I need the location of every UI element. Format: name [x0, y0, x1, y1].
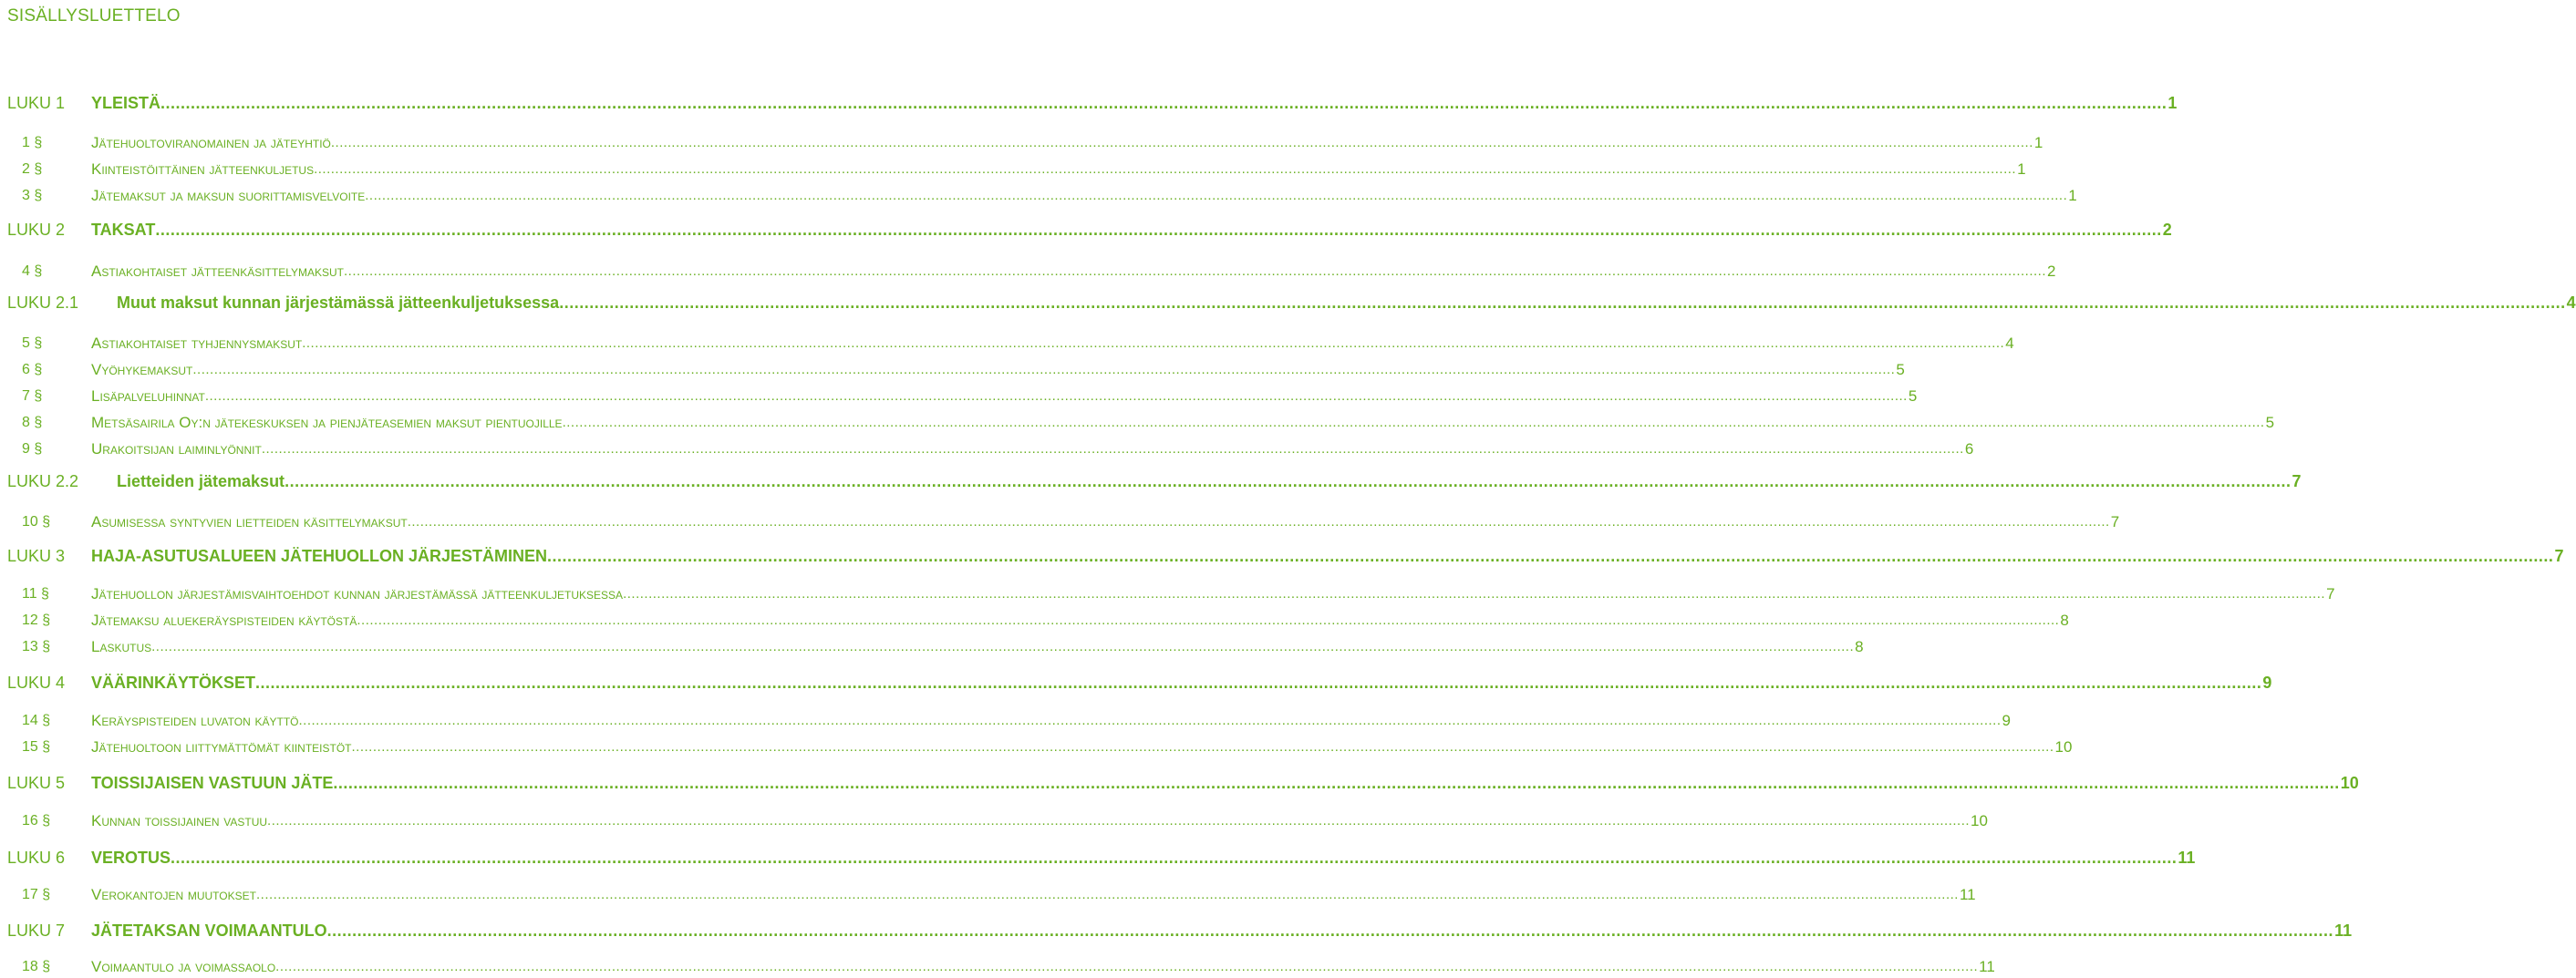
toc-entry-section[interactable] — [7, 357, 1905, 379]
entry-number: LUKU 1 — [7, 94, 66, 112]
entry-page: 4 — [2005, 335, 2014, 352]
entry-label: VÄÄRINKÄYTÖKSET — [91, 674, 256, 692]
entry-label: TAKSAT — [91, 221, 156, 239]
dot-leader: ................................................................................................................................................................................................................................................................................................................................................................................................................ — [365, 188, 2068, 203]
dot-leader: ................................................................................................................................................................................................................................................................................................................................................................................................................ — [160, 94, 2167, 112]
entry-label: Kunnan toissijainen vastuu — [91, 812, 268, 829]
entry-label: Jätehuollon järjestämisvaihtoehdot kunnan järjestämässä jätteenkuljetuksessa — [91, 585, 624, 602]
toc-entry-section[interactable] — [7, 510, 2120, 531]
toc-entry-section[interactable] — [7, 634, 1864, 656]
dot-leader: ................................................................................................................................................................................................................................................................................................................................................................................................................ — [357, 613, 2060, 628]
toc-entry-chapter[interactable] — [7, 919, 2353, 941]
dot-leader: ................................................................................................................................................................................................................................................................................................................................................................................................................ — [330, 135, 2033, 150]
entry-label: Kiinteistöittäinen jätteenkuljetus — [91, 160, 315, 178]
entry-page: 7 — [2554, 547, 2564, 565]
entry-label: HAJA-ASUTUSALUEEN JÄTEHUOLLON JÄRJESTÄMINEN — [91, 547, 548, 565]
entry-page: 7 — [2110, 513, 2120, 530]
entry-number: 4 § — [22, 263, 43, 279]
entry-label: Asumisessa syntyvien lietteiden käsittelymaksut — [91, 513, 408, 530]
entry-number: LUKU 4 — [7, 674, 66, 692]
entry-page: 1 — [2017, 160, 2026, 178]
dot-leader: ................................................................................................................................................................................................................................................................................................................................................................................................................ — [192, 362, 1896, 377]
toc-entry-section[interactable] — [7, 437, 1974, 458]
entry-page: 10 — [2340, 774, 2359, 792]
dot-leader: ................................................................................................................................................................................................................................................................................................................................................................................................................ — [298, 713, 2002, 728]
entry-number: 15 § — [22, 739, 51, 755]
entry-page: 2 — [2047, 263, 2056, 280]
toc-entry-section[interactable] — [7, 331, 2014, 353]
entry-label: Urakoitsijan laiminlyönnit — [91, 440, 262, 458]
dot-leader: ................................................................................................................................................................................................................................................................................................................................................................................................................ — [275, 959, 1979, 974]
entry-number: 12 § — [22, 613, 51, 628]
entry-number: 1 § — [22, 135, 43, 150]
toc-entry-section[interactable] — [7, 735, 2073, 757]
entry-label: VEROTUS — [91, 849, 171, 867]
dot-leader: ................................................................................................................................................................................................................................................................................................................................................................................................................ — [547, 547, 2554, 565]
entry-label: Astiakohtaiset jätteenkäsittelymaksut — [91, 263, 344, 280]
toc-entry-chapter[interactable] — [7, 91, 2178, 113]
toc-entry-section[interactable] — [7, 808, 1988, 830]
entry-label: Lisäpalveluhinnat — [91, 387, 205, 405]
entry-page: 7 — [2292, 472, 2302, 490]
entry-page: 11 — [1979, 958, 1995, 975]
toc-entry-section[interactable] — [7, 954, 1995, 976]
entry-page: 11 — [1959, 886, 1976, 903]
entry-label: Metsäsairila Oy:n jätekeskuksen ja pienjäteasemien maksut pientuojille — [91, 414, 563, 431]
toc-entry-subchapter[interactable] — [7, 469, 2302, 491]
dot-leader: ................................................................................................................................................................................................................................................................................................................................................................................................................ — [302, 335, 2005, 351]
toc-entry-chapter[interactable] — [7, 771, 2359, 793]
entry-number: LUKU 2.1 — [7, 293, 79, 312]
toc-entry-section[interactable] — [7, 410, 2275, 432]
dot-leader: ................................................................................................................................................................................................................................................................................................................................................................................................................ — [204, 388, 1908, 404]
toc-entry-chapter[interactable] — [7, 218, 2172, 240]
entry-label: Vyöhykemaksut — [91, 361, 193, 378]
entry-number: 3 § — [22, 188, 43, 203]
toc-entry-subchapter[interactable] — [7, 291, 2576, 313]
entry-page: 5 — [1896, 361, 1905, 378]
entry-number: 14 § — [22, 713, 51, 728]
entry-page: 9 — [2002, 712, 2011, 729]
entry-page: 8 — [1855, 638, 1864, 655]
entry-number: LUKU 2.2 — [7, 472, 79, 490]
toc-entry-chapter[interactable] — [7, 671, 2272, 693]
entry-page: 9 — [2262, 674, 2272, 692]
dot-leader: ................................................................................................................................................................................................................................................................................................................................................................................................................ — [559, 293, 2566, 312]
entry-label: JÄTETAKSAN VOIMAANTULO — [91, 921, 327, 940]
entry-number: 5 § — [22, 335, 43, 351]
dot-leader: ................................................................................................................................................................................................................................................................................................................................................................................................................ — [407, 514, 2110, 530]
entry-label: Jätehuoltoon liittymättömät kiinteistöt — [91, 738, 352, 756]
dot-leader: ................................................................................................................................................................................................................................................................................................................................................................................................................ — [267, 813, 1971, 829]
entry-label: Astiakohtaiset tyhjennysmaksut — [91, 335, 303, 352]
entry-page: 7 — [2326, 585, 2335, 602]
entry-page: 10 — [1971, 812, 1988, 829]
entry-number: 13 § — [22, 639, 51, 654]
dot-leader: ................................................................................................................................................................................................................................................................................................................................................................................................................ — [562, 415, 2265, 430]
entry-page: 8 — [2060, 612, 2069, 629]
entry-number: 9 § — [22, 441, 43, 457]
dot-leader: ................................................................................................................................................................................................................................................................................................................................................................................................................ — [171, 849, 2178, 867]
dot-leader: ................................................................................................................................................................................................................................................................................................................................................................................................................ — [326, 921, 2334, 940]
entry-number: 7 § — [22, 388, 43, 404]
entry-label: Jätehuoltoviranomainen ja jäteyhtiö — [91, 134, 331, 151]
toc-entry-section[interactable] — [7, 882, 1976, 904]
entry-page: 11 — [2334, 921, 2353, 940]
dot-leader: ................................................................................................................................................................................................................................................................................................................................................................................................................ — [284, 472, 2292, 490]
entry-page: 1 — [2068, 187, 2077, 204]
dot-leader: ................................................................................................................................................................................................................................................................................................................................................................................................................ — [255, 674, 2262, 692]
toc-entry-chapter[interactable] — [7, 544, 2564, 566]
entry-number: 2 § — [22, 161, 43, 177]
entry-label: Voimaantulo ja voimassaolo — [91, 958, 276, 975]
entry-label: Jätemaksut ja maksun suorittamisvelvoite — [91, 187, 366, 204]
toc-entry-section[interactable] — [7, 582, 2335, 603]
entry-label: Laskutus — [91, 638, 152, 655]
entry-label: Lietteiden jätemaksut — [117, 472, 285, 490]
dot-leader: ................................................................................................................................................................................................................................................................................................................................................................................................................ — [351, 739, 2054, 755]
entry-number: LUKU 5 — [7, 774, 66, 792]
toc-entry-section[interactable] — [7, 130, 2043, 152]
dot-leader: ................................................................................................................................................................................................................................................................................................................................................................................................................ — [155, 221, 2162, 239]
entry-label: Jätemaksu aluekeräyspisteiden käytöstä — [91, 612, 357, 629]
entry-number: LUKU 3 — [7, 547, 66, 565]
entry-page: 4 — [2566, 293, 2576, 312]
toc-entry-chapter[interactable] — [7, 846, 2196, 868]
dot-leader: ................................................................................................................................................................................................................................................................................................................................................................................................................ — [314, 161, 2017, 177]
entry-number: 8 § — [22, 415, 43, 430]
entry-number: LUKU 2 — [7, 221, 66, 239]
toc-title: SISÄLLYSLUETTELO — [7, 6, 181, 26]
entry-page: 1 — [2167, 94, 2178, 112]
entry-label: Verokantojen muutokset — [91, 886, 256, 903]
dot-leader: ................................................................................................................................................................................................................................................................................................................................................................................................................ — [261, 441, 1964, 457]
toc-entry-section[interactable] — [7, 259, 2056, 281]
dot-leader: ................................................................................................................................................................................................................................................................................................................................................................................................................ — [255, 887, 1959, 902]
entry-number: LUKU 6 — [7, 849, 66, 867]
entry-number: LUKU 7 — [7, 921, 66, 940]
entry-number: 6 § — [22, 362, 43, 377]
dot-leader: ................................................................................................................................................................................................................................................................................................................................................................................................................ — [623, 586, 2326, 602]
entry-label: YLEISTÄ — [91, 94, 161, 112]
toc-entry-section[interactable] — [7, 183, 2077, 205]
dot-leader: ................................................................................................................................................................................................................................................................................................................................................................................................................ — [151, 639, 1855, 654]
entry-number: 17 § — [22, 887, 51, 902]
entry-number: 11 § — [22, 586, 49, 602]
dot-leader: ................................................................................................................................................................................................................................................................................................................................................................................................................ — [344, 263, 2046, 279]
toc-entry-section[interactable] — [7, 608, 2069, 630]
entry-label: Keräyspisteiden luvaton käyttö — [91, 712, 299, 729]
entry-page: 10 — [2054, 738, 2073, 756]
toc-entry-section[interactable] — [7, 384, 1918, 406]
entry-page: 1 — [2033, 134, 2043, 151]
entry-number: 16 § — [22, 813, 51, 829]
entry-page: 2 — [2162, 221, 2172, 239]
toc-entry-section[interactable] — [7, 708, 2011, 730]
dot-leader: ................................................................................................................................................................................................................................................................................................................................................................................................................ — [333, 774, 2340, 792]
entry-page: 6 — [1964, 440, 1974, 458]
entry-number: 10 § — [22, 514, 51, 530]
toc-entry-section[interactable] — [7, 157, 2026, 179]
entry-page: 5 — [2265, 414, 2275, 431]
entry-page: 5 — [1908, 387, 1918, 405]
entry-number: 18 § — [22, 959, 51, 974]
entry-label: TOISSIJAISEN VASTUUN JÄTE — [91, 774, 334, 792]
entry-page: 11 — [2178, 849, 2196, 867]
entry-label: Muut maksut kunnan järjestämässä jätteenkuljetuksessa — [117, 293, 560, 312]
